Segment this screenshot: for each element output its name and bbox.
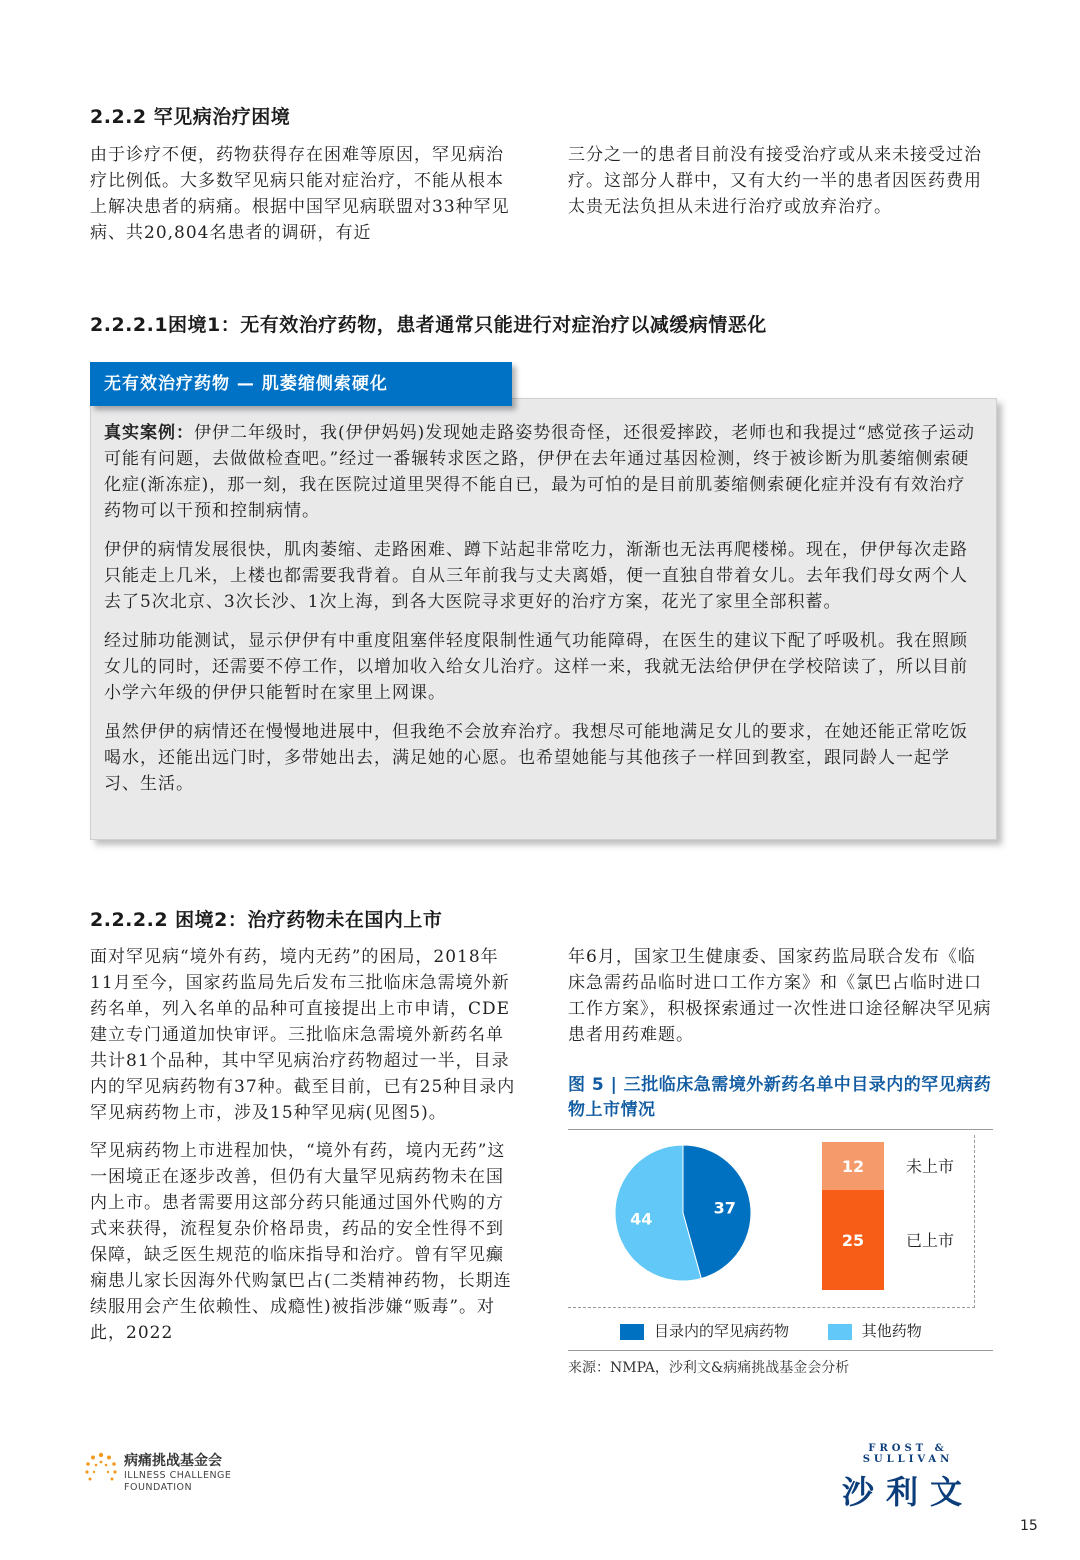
left-paragraph-2: 罕见病药物上市进程加快，“境外有药，境内无药”这一困境正在逐步改善，但仍有大量罕见病药物未在国内上市。患者需要用这部分药只能通过国外代购的方式来获得，流程复杂价格昂贵，药品的安全性得不到保障，缺乏医生规范的临床指导和治疗。曾有罕见癫痫患儿家长因海外代购氯巴占(二类精神药物，长期连续服用会产生依赖性、成瘾性)被指涉嫌“贩毒”。对此，2022 <box>90 1141 512 1343</box>
intro-left-paragraph: 由于诊疗不便，药物获得存在困难等原因，罕见病治疗比例低。大多数罕见病只能对症治疗，不能从根本上解决患者的病痛。根据中国罕见病联盟对33种罕见病、共20,804名患者的调研，有近 <box>90 145 510 243</box>
bar-segment-value-1: 12 <box>841 1157 865 1176</box>
legend-swatch-catalog <box>620 1324 644 1340</box>
pie-slice-label-2: 44 <box>630 1209 653 1229</box>
left-paragraph-1: 面对罕见病“境外有药，境内无药”的困局，2018年11月至今，国家药监局先后发布三批临床急需境外新药名单，列入名单的品种可直接提出上市申请，CDE建立专门通道加快审评。三批临床急需境外新药名单共计81个品种，其中罕见病治疗药物超过一半，目录内的罕见病药物有37种。截至目前，已有25种目录内罕见病药物上市，涉及15种罕见病(见图5)。 <box>90 947 516 1123</box>
case-paragraph-1 <box>104 420 982 524</box>
brand-name-cn: 沙利文 <box>841 1473 974 1511</box>
left-column <box>90 944 518 1346</box>
org-name-en-line2: FOUNDATION <box>124 1482 193 1493</box>
case-lead-label: 真实案例： <box>104 423 194 443</box>
org-name-en-line1: ILLNESS CHALLENGE <box>124 1470 232 1481</box>
case-paragraph-1-text: 伊伊二年级时，我(伊伊妈妈)发现她走路姿势很奇怪，还很爱摔跤，老师也和我提过“感觉孩子运动可能有问题，去做做检查吧。”经过一番辗转求医之路，伊伊在去年通过基因检测，终于被诊断为肌萎缩侧索硬化症(渐冻症)，那一刻，我在医院过道里哭得不能自已，最为可怕的是目前肌萎缩侧索硬化症并没有有效治疗药物可以干预和控制病情。 <box>104 423 975 521</box>
legend-swatch-other <box>828 1324 852 1340</box>
org-name-cn: 病痛挑战基金会 <box>124 1453 222 1469</box>
figure-source: 来源：NMPA，沙利文&病痛挑战基金会分析 <box>568 1360 850 1376</box>
brand-name-en: FROST & SULLIVAN <box>862 1443 954 1465</box>
stacked-bar-chart <box>822 1142 954 1290</box>
frost-sullivan-logo <box>820 1443 996 1513</box>
sunburst-logo-icon <box>84 1452 118 1486</box>
legend-label-catalog: 目录内的罕见病药物 <box>654 1322 790 1340</box>
case-paragraph-4: 虽然伊伊的病情还在慢慢地进展中，但我绝不会放弃治疗。我想尽可能地满足女儿的要求，在她还能正常吃饭喝水，还能出远门时，多带她出去，满足她的心愿。也希望她能与其他孩子一样回到教室，跟同龄人一起学习、生活。 <box>104 722 968 794</box>
pie-slice-label-1: 37 <box>713 1198 736 1218</box>
subsection-title-2: 2.2.2.2 困境2：治疗药物未在国内上市 <box>90 909 443 931</box>
case-paragraph-3: 经过肺功能测试，显示伊伊有中重度阻塞伴轻度限制性通气功能障碍，在医生的建议下配了呼吸机。我在照顾女儿的同时，还需要不停工作，以增加收入给女儿治疗。这样一来，我就无法给伊伊在学校陪读了，所以目前小学六年级的伊伊只能暂时在家里上网课。 <box>104 631 968 703</box>
case-banner: 无有效治疗药物 — 肌萎缩侧索硬化 <box>90 362 512 406</box>
figure-bottom-rule <box>568 1350 993 1351</box>
page-number: 15 <box>1020 1518 1038 1534</box>
chart-legend <box>620 1320 922 1341</box>
case-paragraph-2: 伊伊的病情发展很快，肌肉萎缩、走路困难、蹲下站起非常吃力，渐渐也无法再爬楼梯。现在，伊伊每次走路只能走上几米，上楼也都需要我背着。自从三年前我与丈夫离婚，便一直独自带着女儿。去年我们母女两个人去了5次北京、3次长沙、1次上海，到各大医院寻求更好的治疗方案，花光了家里全部积蓄。 <box>104 540 968 612</box>
subsection-title-1: 2.2.2.1困境1：无有效治疗药物，患者通常只能进行对症治疗以减缓病情恶化 <box>90 314 767 336</box>
pie-chart <box>615 1145 751 1281</box>
figure-chart <box>568 1130 993 1315</box>
case-content <box>104 420 982 810</box>
intro-right-paragraph: 三分之一的患者目前没有接受治疗或从来未接受过治疗。这部分人群中，又有大约一半的患者因医药费用太贵无法负担从未进行治疗或放弃治疗。 <box>568 145 982 217</box>
bar-segment-label-1: 未上市 <box>906 1157 955 1176</box>
figure-caption: 图 5 | 三批临床急需境外新药名单中目录内的罕见病药物上市情况 <box>568 1075 992 1120</box>
bar-segment-value-2: 25 <box>841 1231 865 1250</box>
bar-segment-label-2: 已上市 <box>906 1231 955 1250</box>
right-column-paragraph: 年6月，国家卫生健康委、国家药监局联合发布《临床急需药品临时进口工作方案》和《氯巴占临时进口工作方案》，积极探索通过一次性进口途径解决罕见病患者用药难题。 <box>568 947 992 1045</box>
legend-label-other: 其他药物 <box>861 1322 922 1340</box>
section-title: 2.2.2 罕见病治疗困境 <box>90 106 291 128</box>
